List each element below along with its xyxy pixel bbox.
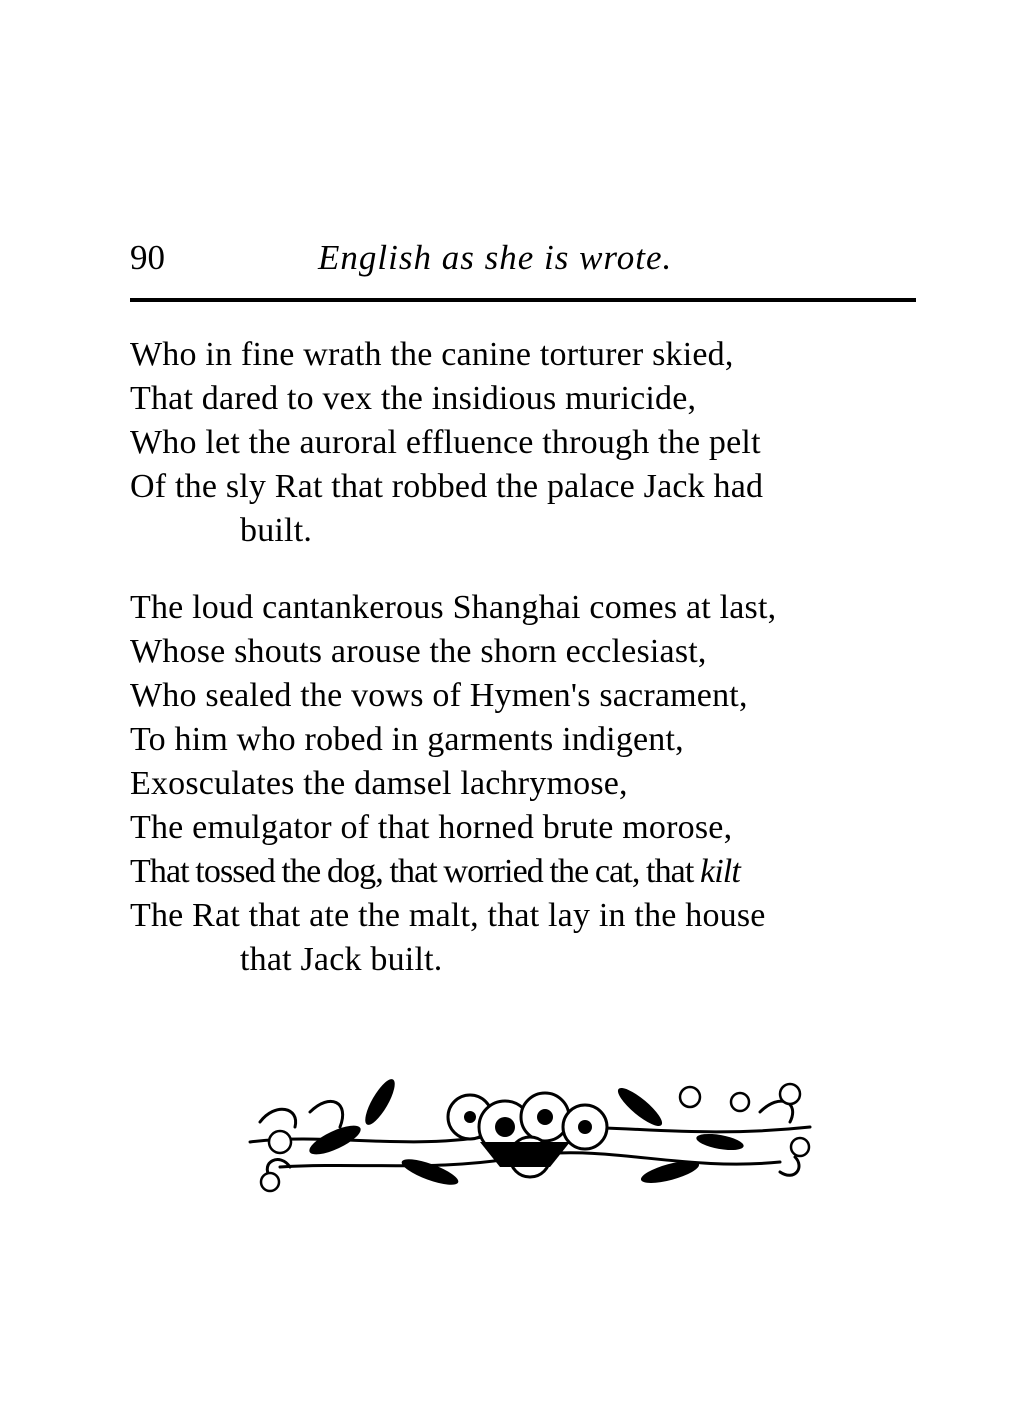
verse-line-with-italic — [130, 850, 930, 894]
verse-line: Who in fine wrath the canine torturer skied, — [130, 336, 734, 373]
verse-line: Whose shouts arouse the shorn ecclesiast, — [130, 633, 707, 670]
running-title: English as she is wrote. — [318, 238, 673, 277]
italic-word: kilt — [700, 853, 740, 890]
stanza-2 — [130, 586, 930, 982]
verse-line-continuation: that Jack built. — [240, 941, 443, 978]
verse-line-text: That tossed the dog, that worried the cat, that — [130, 853, 694, 890]
header-rule — [130, 298, 916, 302]
verse-line: To him who robed in garments indigent, — [130, 721, 684, 758]
page-number: 90 — [130, 238, 165, 277]
page-header — [130, 236, 916, 280]
stanza-1 — [130, 333, 930, 553]
verse-line: Of the sly Rat that robbed the palace Jack had — [130, 468, 764, 505]
verse-line: The Rat that ate the malt, that lay in the house — [130, 897, 766, 934]
verse-line: Who sealed the vows of Hymen's sacrament, — [130, 677, 748, 714]
verse-line: Exosculates the damsel lachrymose, — [130, 765, 628, 802]
verse-line: The emulgator of that horned brute morose, — [130, 809, 733, 846]
verse-line-continuation: built. — [240, 512, 313, 549]
floral-vignette-icon — [240, 1072, 820, 1202]
verse-line: That dared to vex the insidious muricide, — [130, 380, 697, 417]
verse-line: The loud cantankerous Shanghai comes at last, — [130, 589, 777, 626]
verse-line: Who let the auroral effluence through the pelt — [130, 424, 761, 461]
